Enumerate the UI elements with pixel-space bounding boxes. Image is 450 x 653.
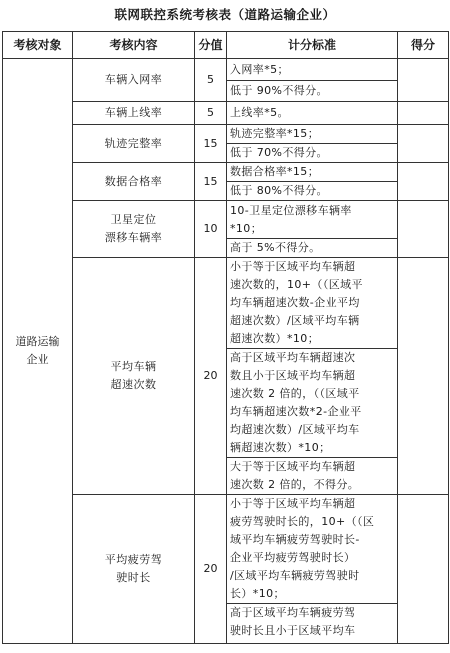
assessment-table — [2, 31, 449, 644]
header-row — [3, 32, 449, 59]
criteria-line: 10-卫星定位漂移车辆率 *10； — [227, 201, 398, 239]
header-score: 分值 — [195, 32, 227, 59]
criteria-line: 低于 80%不得分。 — [227, 182, 398, 201]
table-row — [3, 59, 449, 81]
item-label: 轨迹完整率 — [73, 125, 195, 163]
earned-cell[interactable] — [398, 102, 449, 125]
item-label: 车辆上线率 — [73, 102, 195, 125]
criteria-line: 小于等于区域平均车辆超 速次数的，10+（（区域平 均车辆超速次数-企业平均 超速次数）/区域平均车辆 超速次数）*10； — [227, 258, 398, 349]
earned-cell[interactable] — [398, 59, 449, 102]
item-score: 15 — [195, 125, 227, 163]
assessment-object: 道路运输 企业 — [3, 59, 73, 644]
item-score: 5 — [195, 59, 227, 102]
criteria-line: 高于区域平均车辆疲劳驾 驶时长且小于区域平均车 — [227, 604, 398, 644]
item-score: 20 — [195, 258, 227, 495]
header-criteria: 计分标准 — [227, 32, 398, 59]
criteria-line: 大于等于区域平均车辆超 速次数 2 倍的，不得分。 — [227, 458, 398, 495]
criteria-line: 小于等于区域平均车辆超 疲劳驾驶时长的，10+（（区 域平均车辆疲劳驾驶时长- 企业平均疲劳驾驶时长） /区域平均车辆疲劳驾驶时 长）*10； — [227, 495, 398, 604]
criteria-line: 上线率*5。 — [227, 102, 398, 125]
earned-cell[interactable] — [398, 125, 449, 163]
header-object: 考核对象 — [3, 32, 73, 59]
header-content: 考核内容 — [73, 32, 195, 59]
criteria-line: 高于区域平均车辆超速次 数且小于区域平均车辆超 速次数 2 倍的，（（区域平 均车辆超速次数*2-企业平 均超速次数）/区域平均车 辆超速次数）*10； — [227, 349, 398, 458]
earned-cell[interactable] — [398, 201, 449, 258]
criteria-line: 低于 90%不得分。 — [227, 81, 398, 102]
criteria-line: 低于 70%不得分。 — [227, 144, 398, 163]
table-title: 联网联控系统考核表（道路运输企业） — [114, 7, 336, 22]
header-earned: 得分 — [398, 32, 449, 59]
item-score: 20 — [195, 495, 227, 644]
criteria-line: 轨迹完整率*15； — [227, 125, 398, 144]
earned-cell[interactable] — [398, 495, 449, 644]
item-label: 卫星定位 漂移车辆率 — [73, 201, 195, 258]
criteria-line: 数据合格率*15； — [227, 163, 398, 182]
item-label: 数据合格率 — [73, 163, 195, 201]
item-label: 平均疲劳驾 驶时长 — [73, 495, 195, 644]
item-score: 5 — [195, 102, 227, 125]
earned-cell[interactable] — [398, 258, 449, 495]
criteria-line: 高于 5%不得分。 — [227, 239, 398, 258]
earned-cell[interactable] — [398, 163, 449, 201]
criteria-line: 入网率*5； — [227, 59, 398, 81]
item-label: 平均车辆 超速次数 — [73, 258, 195, 495]
item-label: 车辆入网率 — [73, 59, 195, 102]
item-score: 10 — [195, 201, 227, 258]
item-score: 15 — [195, 163, 227, 201]
